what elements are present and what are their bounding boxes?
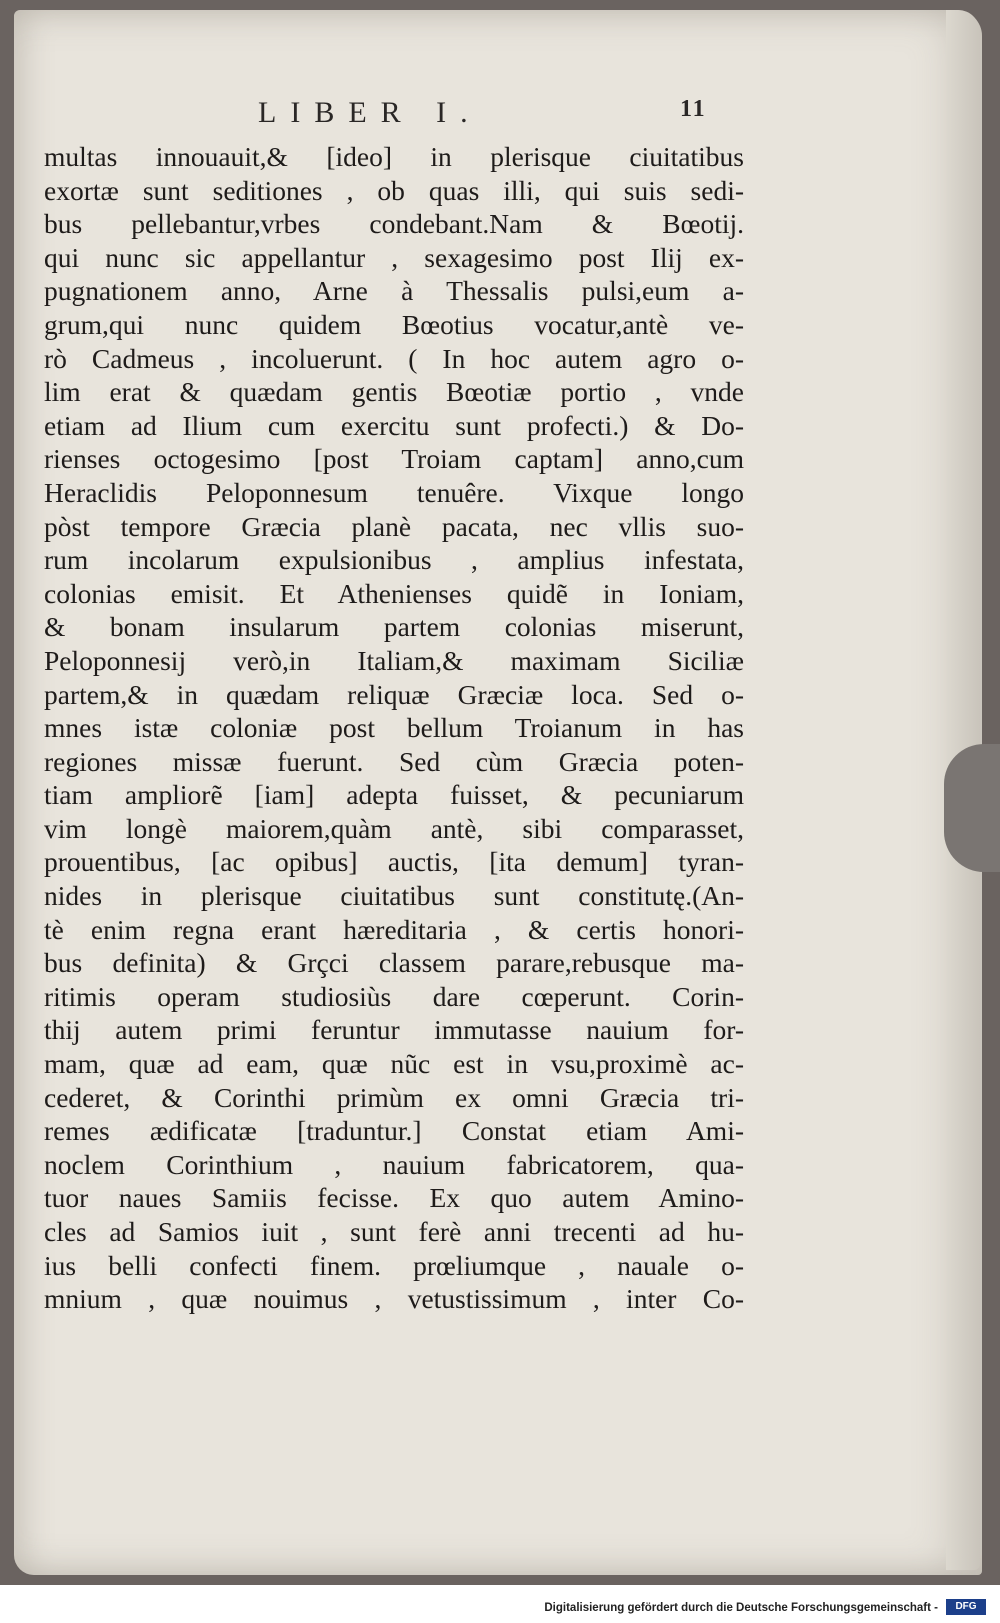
text-line: ius belli confecti finem. prœliumque , nauale o- [44, 1249, 744, 1281]
running-head-title: LIBER I. [258, 96, 482, 129]
text-line: Heraclidis Peloponnesum tenuêre. Vixque longo [44, 476, 744, 508]
text-line: grum,qui nunc quidem Bœotius vocatur,antè ve- [44, 308, 744, 340]
text-line: rienses octogesimo [post Troiam captam] anno,cum [44, 443, 744, 475]
page-number: 11 [680, 96, 707, 122]
text-line: colonias emisit. Et Athenienses quidẽ in Ioniam, [44, 577, 744, 609]
text-line: exortæ sunt seditiones , ob quas illi, qui suis sedi- [44, 174, 744, 206]
text-line: Peloponnesij verò,in Italiam,& maximam Siciliæ [44, 644, 744, 676]
page-tab-notch [944, 744, 1000, 872]
text-line: multas innouauit,& [ideo] in plerisque ciuitatibus [44, 141, 744, 172]
running-head [40, 96, 740, 140]
text-line: vim longè maiorem,quàm antè, sibi comparasset, [44, 812, 744, 844]
text-line: prouentibus, [ac opibus] auctis, [ita demum] tyran- [44, 846, 744, 878]
footer-credit: Digitalisierung gefördert durch die Deutsche Forschungsgemeinschaft - [544, 1602, 938, 1614]
text-line: tiam ampliorẽ [iam] adepta fuisset, & pecuniarum [44, 779, 744, 811]
dfg-logo: DFG [946, 1599, 986, 1615]
text-line: rum incolarum expulsionibus , amplius infestata, [44, 544, 744, 576]
text-line: qui nunc sic appellantur , sexagesimo post Ilij ex- [44, 241, 744, 273]
text-line: tè enim regna erant hæreditaria , & certis honori- [44, 913, 744, 945]
text-line: rò Cadmeus , incoluerunt. ( In hoc autem agro o- [44, 342, 744, 374]
text-line: regiones missæ fuerunt. Sed cùm Græcia poten- [44, 745, 744, 777]
text-line: lim erat & quædam gentis Bœotiæ portio , vnde [44, 376, 744, 408]
text-line: noclem Corinthium , nauium fabricatorem, qua- [44, 1148, 744, 1180]
text-line: ritimis operam studiosiùs dare cœperunt. Corin- [44, 980, 744, 1012]
body-text [44, 140, 744, 1316]
text-line: mam, quæ ad eam, quæ nũc est in vsu,proximè ac- [44, 1048, 744, 1080]
text-line: partem,& in quædam reliquæ Græciæ loca. Sed o- [44, 678, 744, 710]
text-line: cederet, & Corinthi primùm ex omni Græcia tri- [44, 1081, 744, 1113]
text-line: bus pellebantur,vrbes condebant.Nam & Bœotij. [44, 208, 744, 240]
text-line: mnes istæ coloniæ post bellum Troianum in has [44, 712, 744, 744]
text-line: bus definita) & Grçci classem parare,rebusque ma- [44, 947, 744, 979]
text-line: etiam ad Ilium cum exercitu sunt profecti.) & Do- [44, 409, 744, 441]
text-line: cles ad Samios iuit , sunt ferè anni trecenti ad hu- [44, 1216, 744, 1247]
text-line: pòst tempore Græcia planè pacata, nec vllis suo- [44, 510, 744, 542]
text-line: nides in plerisque ciuitatibus sunt constitutę.(An- [44, 880, 744, 912]
text-line: mnium , quæ nouimus , vetustissimum , inter Co- [44, 1283, 744, 1315]
text-line: pugnationem anno, Arne à Thessalis pulsi,eum a- [44, 275, 744, 307]
text-line: tuor naues Samiis fecisse. Ex quo autem Amino- [44, 1182, 744, 1214]
text-line: remes ædificatæ [traduntur.] Constat etiam Ami- [44, 1115, 744, 1147]
text-line: thij autem primi feruntur immutasse nauium for- [44, 1014, 744, 1046]
text-line: & bonam insularum partem colonias miserunt, [44, 611, 744, 643]
